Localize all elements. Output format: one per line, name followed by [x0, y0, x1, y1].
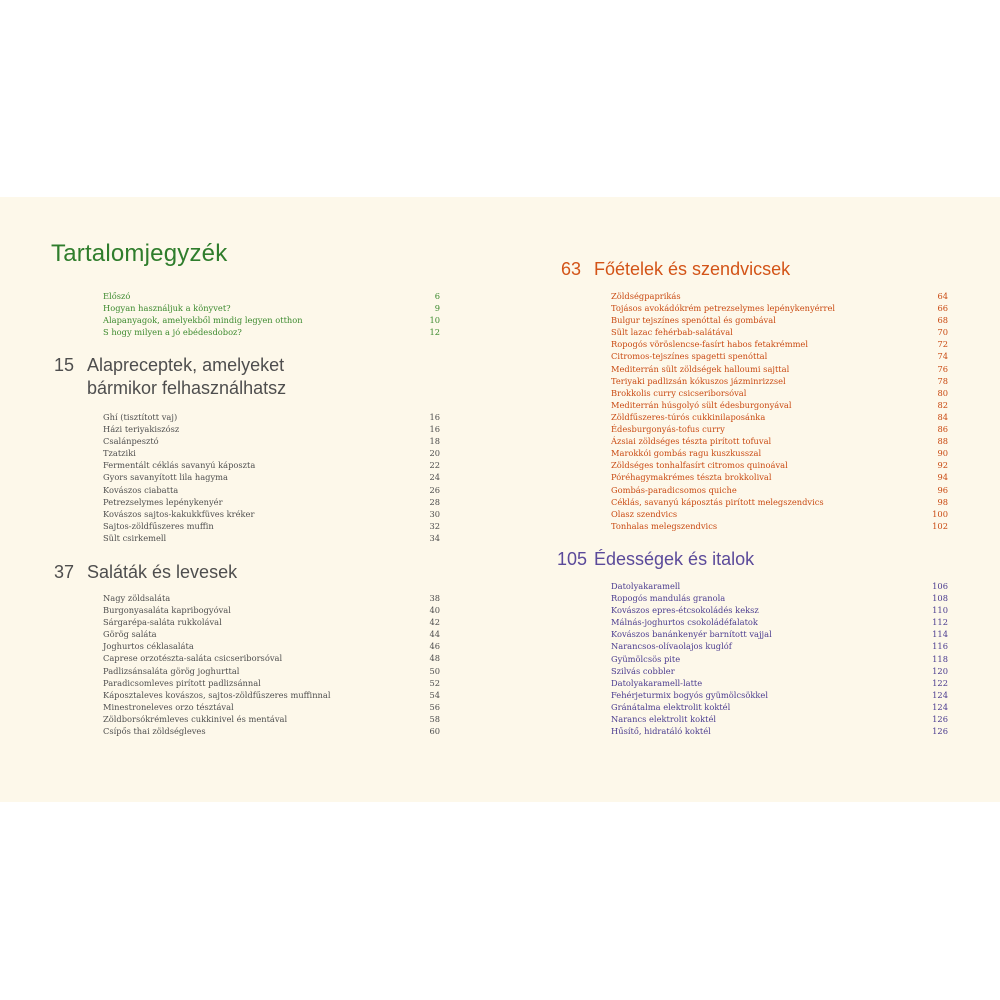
toc-entry-title: Caprese orzotészta-saláta csicseriborsóval [103, 653, 283, 664]
toc-entry[interactable] [103, 435, 440, 447]
toc-entry-title: Datolyakaramell-latte [611, 677, 703, 688]
toc-entry-title: Datolyakaramell [611, 581, 681, 591]
toc-entry[interactable] [103, 496, 440, 508]
section-page-number: 15 [54, 355, 75, 375]
toc-entry-title: Zöldborsókrémleves cukkinivel és mentával [103, 713, 288, 724]
toc-entry-page: 122 [932, 677, 948, 688]
toc-entry-page: 40 [429, 605, 440, 616]
toc-entry-title: Nagy zöldsaláta [103, 593, 171, 603]
toc-entry-title: Fermentált céklás savanyú káposzta [103, 460, 256, 471]
toc-entry-page: 96 [937, 484, 948, 495]
toc-entry-title: Bulgur tejszínes spenóttal és gombával [611, 315, 776, 326]
toc-entry-title: Fehérjeturmix bogyós gyümölcsökkel [611, 689, 768, 700]
toc-entry-title: Szilvás cobbler [611, 665, 675, 676]
toc-entry-title: Gyümölcsös pite [611, 653, 681, 664]
toc-entry[interactable] [103, 326, 440, 338]
toc-entry-title: Narancs elektrolit koktél [611, 714, 717, 725]
toc-entry-page: 68 [937, 315, 948, 326]
toc-entry-page: 98 [937, 496, 948, 507]
toc-entry[interactable] [611, 713, 948, 725]
toc-entry-title: Kovászos sajtos-kakukkfüves kréker [103, 508, 255, 519]
intro-entry-list [103, 290, 440, 338]
toc-entry[interactable] [611, 653, 948, 665]
toc-entry-page: 76 [937, 363, 948, 374]
toc-entry-page: 42 [429, 617, 440, 628]
toc-entry-title: Joghurtos céklasaláta [103, 641, 194, 652]
toc-entry[interactable] [103, 665, 440, 677]
toc-entry[interactable] [103, 508, 440, 520]
toc-entry[interactable] [103, 532, 440, 544]
toc-entry[interactable] [103, 689, 440, 701]
toc-entry[interactable] [103, 677, 440, 689]
toc-entry[interactable] [103, 471, 440, 483]
toc-entry[interactable] [611, 471, 948, 483]
toc-entry-page: 24 [429, 472, 440, 483]
toc-entry[interactable] [611, 399, 948, 411]
toc-entry-page: 116 [932, 641, 948, 652]
toc-entry-page: 124 [932, 701, 948, 712]
toc-entry[interactable] [611, 326, 948, 338]
toc-entry-page: 34 [429, 532, 440, 543]
toc-entry[interactable] [611, 290, 948, 302]
toc-entry[interactable] [103, 652, 440, 664]
toc-entry-title: Citromos-tejszínes spagetti spenóttal [611, 351, 768, 362]
toc-entry[interactable] [611, 520, 948, 532]
toc-entry-page: 78 [937, 375, 948, 386]
toc-entry[interactable] [611, 677, 948, 689]
toc-entry-page: 38 [429, 593, 440, 603]
toc-entry[interactable] [611, 604, 948, 616]
section-title-line: Édességek és italok [594, 549, 755, 569]
toc-entry[interactable] [611, 302, 948, 314]
section-page-number: 63 [561, 259, 582, 279]
toc-entry-title: Teriyaki padlizsán kókuszos jázminrizzsel [611, 375, 786, 386]
section-title-line: Főételek és szendvicsek [594, 259, 791, 279]
toc-entry[interactable] [103, 484, 440, 496]
toc-entry-page: 84 [937, 411, 948, 422]
toc-entry-page: 126 [932, 726, 948, 737]
toc-entry-page: 50 [429, 665, 440, 676]
toc-entry-page: 9 [434, 303, 440, 314]
section-title-line: Alapreceptek, amelyeket [87, 355, 285, 375]
toc-entry-title: Gránátalma elektrolit koktél [611, 701, 731, 712]
toc-entry-title: Tonhalas melegszendvics [611, 520, 718, 531]
toc-entry-title: Mediterrán húsgolyó sült édesburgonyával [611, 399, 792, 410]
toc-entry-page: 112 [932, 617, 948, 628]
toc-entry-title: Ropogós vöröslencse-fasírt habos fetakrémmel [611, 339, 808, 350]
toc-entry-page: 70 [937, 327, 948, 338]
toc-entry[interactable] [103, 640, 440, 652]
toc-entry-page: 120 [932, 665, 948, 676]
toc-entry[interactable] [611, 411, 948, 423]
toc-entry[interactable] [103, 314, 440, 326]
toc-entry[interactable] [103, 423, 440, 435]
toc-entry[interactable] [611, 689, 948, 701]
toc-entry-title: Zöldségpaprikás [611, 291, 681, 301]
toc-entry[interactable] [611, 423, 948, 435]
toc-entry[interactable] [611, 701, 948, 713]
toc-entry-page: 118 [932, 653, 948, 664]
toc-entry-page: 16 [429, 412, 440, 422]
toc-entry-page: 82 [937, 399, 948, 410]
toc-entry[interactable] [103, 459, 440, 471]
toc-entry-title: Zöldfűszeres-túrós cukkinilaposánka [611, 411, 766, 422]
toc-entry-page: 94 [937, 472, 948, 483]
toc-entry[interactable] [103, 628, 440, 640]
toc-entry[interactable] [103, 447, 440, 459]
toc-entry-page: 12 [429, 327, 440, 338]
toc-entry-title: Málnás-joghurtos csokoládéfalatok [611, 617, 758, 628]
toc-entry[interactable] [103, 411, 440, 423]
toc-entry-page: 100 [932, 508, 948, 519]
toc-entry-title: Gombás-paradicsomos quiche [611, 484, 737, 495]
toc-entry[interactable] [611, 447, 948, 459]
toc-entry[interactable] [611, 338, 948, 350]
toc-entry-page: 56 [429, 701, 440, 712]
toc-entry[interactable] [611, 616, 948, 628]
section-page-number: 105 [557, 549, 588, 569]
toc-entry-title: Burgonyasaláta kapribogyóval [103, 605, 231, 616]
toc-entry-title: Gyors savanyított lila hagyma [103, 472, 228, 483]
toc-entry-page: 46 [429, 641, 440, 652]
section-entry-list [103, 592, 440, 737]
toc-entry-page: 80 [937, 387, 948, 398]
toc-entry-page: 18 [429, 436, 440, 447]
toc-entry[interactable] [611, 435, 948, 447]
toc-entry-title: Görög saláta [103, 629, 157, 640]
toc-entry-title: S hogy milyen a jó ebédesdoboz? [103, 327, 242, 338]
toc-entry-page: 28 [429, 496, 440, 507]
toc-entry-title: Sült lazac fehérbab-salátával [611, 327, 733, 338]
page-title: Tartalomjegyzék [51, 240, 228, 267]
toc-entry-title: Mediterrán sült zöldségek halloumi sajttal [611, 363, 790, 374]
toc-entry-title: Céklás, savanyú káposztás pirított melegszendvics [611, 496, 824, 507]
toc-entry[interactable] [103, 604, 440, 616]
section-page-number: 37 [54, 562, 75, 582]
toc-entry-title: Kovászos banánkenyér barnított vajjal [611, 629, 772, 640]
toc-entry-page: 32 [429, 520, 440, 531]
toc-entry[interactable] [611, 375, 948, 387]
section-entry-list [611, 290, 948, 532]
toc-entry[interactable] [611, 592, 948, 604]
toc-entry-page: 20 [429, 448, 440, 459]
toc-entry[interactable] [103, 701, 440, 713]
toc-entry-page: 44 [429, 629, 440, 640]
toc-entry-page: 58 [429, 713, 440, 724]
toc-entry-page: 22 [429, 460, 440, 471]
toc-entry-page: 106 [932, 581, 948, 591]
toc-entry-title: Sárgarépa-saláta rukkolával [103, 617, 222, 628]
toc-entry-page: 110 [932, 605, 948, 616]
toc-entry-title: Póréhagymakrémes tészta brokkolival [611, 472, 772, 483]
toc-entry-title: Sült csirkemell [103, 532, 167, 543]
toc-entry[interactable] [611, 459, 948, 471]
toc-entry-title: Alapanyagok, amelyekből mindig legyen otthon [103, 315, 303, 326]
section-entry-list [611, 580, 948, 737]
toc-entry[interactable] [611, 508, 948, 520]
toc-entry-page: 86 [937, 424, 948, 435]
toc-entry-page: 16 [429, 424, 440, 435]
toc-entry-title: Petrezselymes lepénykenyér [103, 496, 223, 507]
toc-entry-title: Tzatziki [103, 448, 136, 459]
toc-entry[interactable] [103, 290, 440, 302]
toc-entry-page: 26 [429, 484, 440, 495]
section-heading-edessegek [557, 548, 977, 571]
toc-entry-page: 6 [434, 291, 440, 301]
toc-entry-title: Előszó [103, 291, 131, 301]
toc-entry-page: 102 [932, 520, 948, 531]
toc-entry-title: Ázsiai zöldséges tészta pirított tofuval [611, 436, 772, 447]
toc-entry-page: 72 [937, 339, 948, 350]
toc-entry[interactable] [611, 628, 948, 640]
toc-entry-title: Paradicsomleves pirított padlizsánnal [103, 677, 261, 688]
toc-entry[interactable] [103, 520, 440, 532]
toc-entry[interactable] [611, 484, 948, 496]
toc-entry-title: Káposztaleves kovászos, sajtos-zöldfűszeres muffinnal [103, 689, 331, 700]
toc-entry-title: Tojásos avokádókrém petrezselymes lepénykenyérrel [611, 303, 836, 314]
toc-entry[interactable] [103, 302, 440, 314]
toc-entry-page: 60 [429, 726, 440, 737]
toc-entry-page: 64 [937, 291, 948, 301]
toc-entry-title: Édesburgonyás-tofus curry [611, 424, 725, 435]
toc-entry-title: Brokkolis curry csicseriborsóval [611, 387, 747, 398]
toc-entry-page: 52 [429, 677, 440, 688]
section-title-line: Saláták és levesek [87, 562, 238, 582]
toc-entry[interactable] [611, 363, 948, 375]
toc-entry-page: 88 [937, 436, 948, 447]
toc-entry-page: 66 [937, 303, 948, 314]
toc-entry-page: 48 [429, 653, 440, 664]
toc-entry-title: Hűsítő, hidratáló koktél [611, 726, 711, 737]
toc-entry-title: Ropogós mandulás granola [611, 593, 726, 604]
toc-entry[interactable] [611, 496, 948, 508]
toc-entry[interactable] [611, 580, 948, 592]
toc-entry[interactable] [611, 640, 948, 652]
toc-entry-page: 114 [932, 629, 948, 640]
toc-entry-page: 90 [937, 448, 948, 459]
toc-entry-title: Narancsos-olívaolajos kuglóf [611, 641, 732, 652]
toc-entry[interactable] [611, 314, 948, 326]
toc-entry-page: 92 [937, 460, 948, 471]
toc-entry[interactable] [611, 665, 948, 677]
toc-entry-title: Csípős thai zöldségleves [103, 726, 206, 737]
toc-entry-page: 30 [429, 508, 440, 519]
toc-entry-title: Zöldséges tonhalfasírt citromos quinoával [611, 460, 788, 471]
toc-entry-page: 108 [932, 593, 948, 604]
toc-entry-title: Házi teriyakiszósz [103, 424, 180, 435]
toc-entry[interactable] [611, 387, 948, 399]
section-heading-alapreceptek [54, 354, 454, 400]
toc-entry-page: 124 [932, 689, 948, 700]
toc-entry-page: 54 [429, 689, 440, 700]
toc-entry-title: Marokkói gombás ragu kuszkusszal [611, 448, 762, 459]
toc-entry[interactable] [103, 713, 440, 725]
toc-entry-title: Minestroneleves orzo tésztával [103, 701, 234, 712]
toc-entry-title: Ghí (tisztított vaj) [103, 412, 178, 422]
section-heading-foetelek [561, 258, 981, 281]
toc-entry-title: Olasz szendvics [611, 508, 678, 519]
section-entry-list [103, 411, 440, 544]
toc-entry[interactable] [103, 592, 440, 604]
toc-entry-title: Kovászos ciabatta [103, 484, 179, 495]
toc-entry-page: 74 [937, 351, 948, 362]
toc-entry[interactable] [103, 616, 440, 628]
toc-entry[interactable] [611, 350, 948, 362]
toc-entry-title: Csalánpesztó [103, 436, 159, 447]
section-heading-salatak [54, 561, 454, 584]
toc-entry-page: 126 [932, 714, 948, 725]
toc-entry-page: 10 [429, 315, 440, 326]
toc-entry-title: Padlizsánsaláta görög joghurttal [103, 665, 240, 676]
toc-entry[interactable] [611, 725, 948, 737]
toc-entry-title: Hogyan használjuk a könyvet? [103, 303, 231, 314]
toc-entry-title: Sajtos-zöldfűszeres muffin [103, 520, 214, 531]
toc-entry-title: Kovászos epres-étcsokoládés keksz [611, 605, 759, 616]
section-title-line: bármikor felhasználhatsz [87, 378, 287, 398]
toc-entry[interactable] [103, 725, 440, 737]
